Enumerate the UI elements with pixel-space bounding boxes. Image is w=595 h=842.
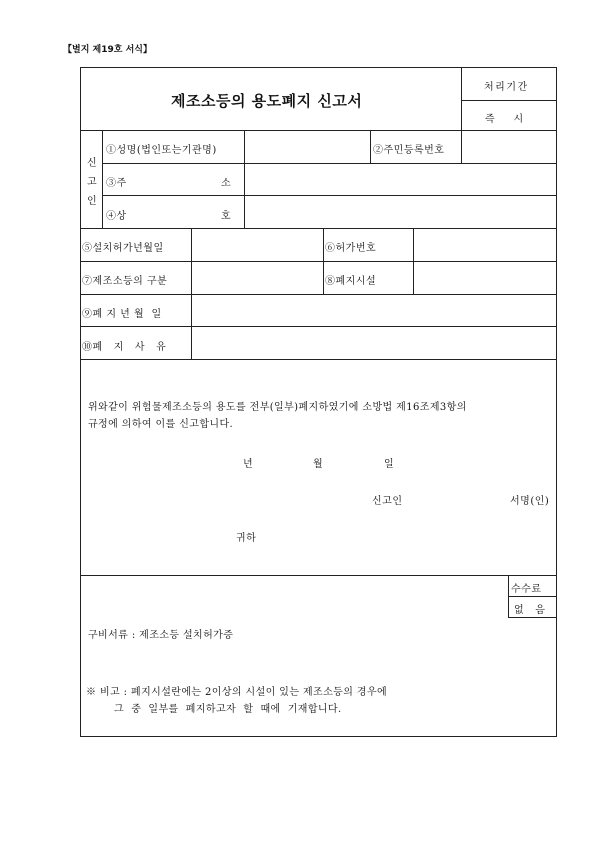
statement-line-1: 위와같이 위험물제조소등의 용도를 전부(일부)폐지하였기에 소방법 제16조제3항의 (88, 402, 467, 413)
resident-no-label: ②주민등록번호 (373, 145, 445, 156)
reporter-group-label-2: 고 (87, 177, 98, 188)
address-field[interactable] (246, 166, 554, 193)
facility-label: ⑧폐지시설 (325, 276, 377, 287)
permit-date-field[interactable] (193, 231, 321, 259)
required-documents: 구비서류 : 제조소등 설치허가증 (88, 630, 234, 641)
signature-label: 서명(인) (510, 496, 550, 507)
date-month-label: 월 (313, 459, 324, 470)
address-label: ③주 (106, 178, 127, 189)
abolish-date-label: ⑨폐 지 년 월 일 (82, 309, 162, 320)
date-year-label: 년 (243, 459, 254, 470)
business-name-label: ④상 (106, 211, 127, 222)
statement-line-2: 규정에 의하여 이를 신고합니다. (88, 419, 234, 430)
fee-label: 수수료 (511, 584, 542, 595)
form-title: 제조소등의 용도폐지 신고서 (171, 92, 363, 110)
business-name-label-tail: 호 (221, 211, 232, 222)
reporter-group-label-1: 신 (87, 158, 98, 169)
date-day-label: 일 (384, 459, 395, 470)
reporter-sign-label: 신고인 (372, 496, 403, 507)
category-label: ⑦제조소등의 구분 (82, 276, 168, 287)
abolish-date-field[interactable] (193, 297, 554, 324)
category-field[interactable] (193, 264, 321, 292)
resident-no-field[interactable] (464, 133, 554, 161)
name-label: ①성명(법인또는기관명) (106, 145, 217, 156)
reason-field[interactable] (193, 329, 554, 357)
address-label-tail: 소 (221, 178, 232, 189)
remarks-line-1: ※ 비고 : 폐지시설란에는 2이상의 시설이 있는 제조소등의 경우에 (86, 687, 388, 698)
remarks-line-2: 그 중 일부를 폐지하고자 할 때에 기재합니다. (114, 704, 342, 715)
permit-no-label: ⑥허가번호 (325, 243, 377, 254)
business-name-field[interactable] (246, 198, 554, 226)
processing-period-value: 즉 시 (485, 114, 524, 125)
permit-date-label: ⑤설치허가년월일 (82, 243, 164, 254)
form-number-label: 【별지 제19호 서식】 (63, 45, 152, 55)
permit-no-field[interactable] (415, 231, 554, 259)
addressee-label: 귀하 (236, 533, 257, 544)
reason-label: ⑩폐 지 사 유 (82, 342, 167, 353)
fee-value: 없 음 (514, 605, 546, 616)
facility-field[interactable] (415, 264, 554, 292)
processing-period-label: 처리기간 (484, 82, 529, 93)
reporter-group-label-3: 인 (87, 196, 98, 207)
name-field[interactable] (246, 133, 368, 161)
